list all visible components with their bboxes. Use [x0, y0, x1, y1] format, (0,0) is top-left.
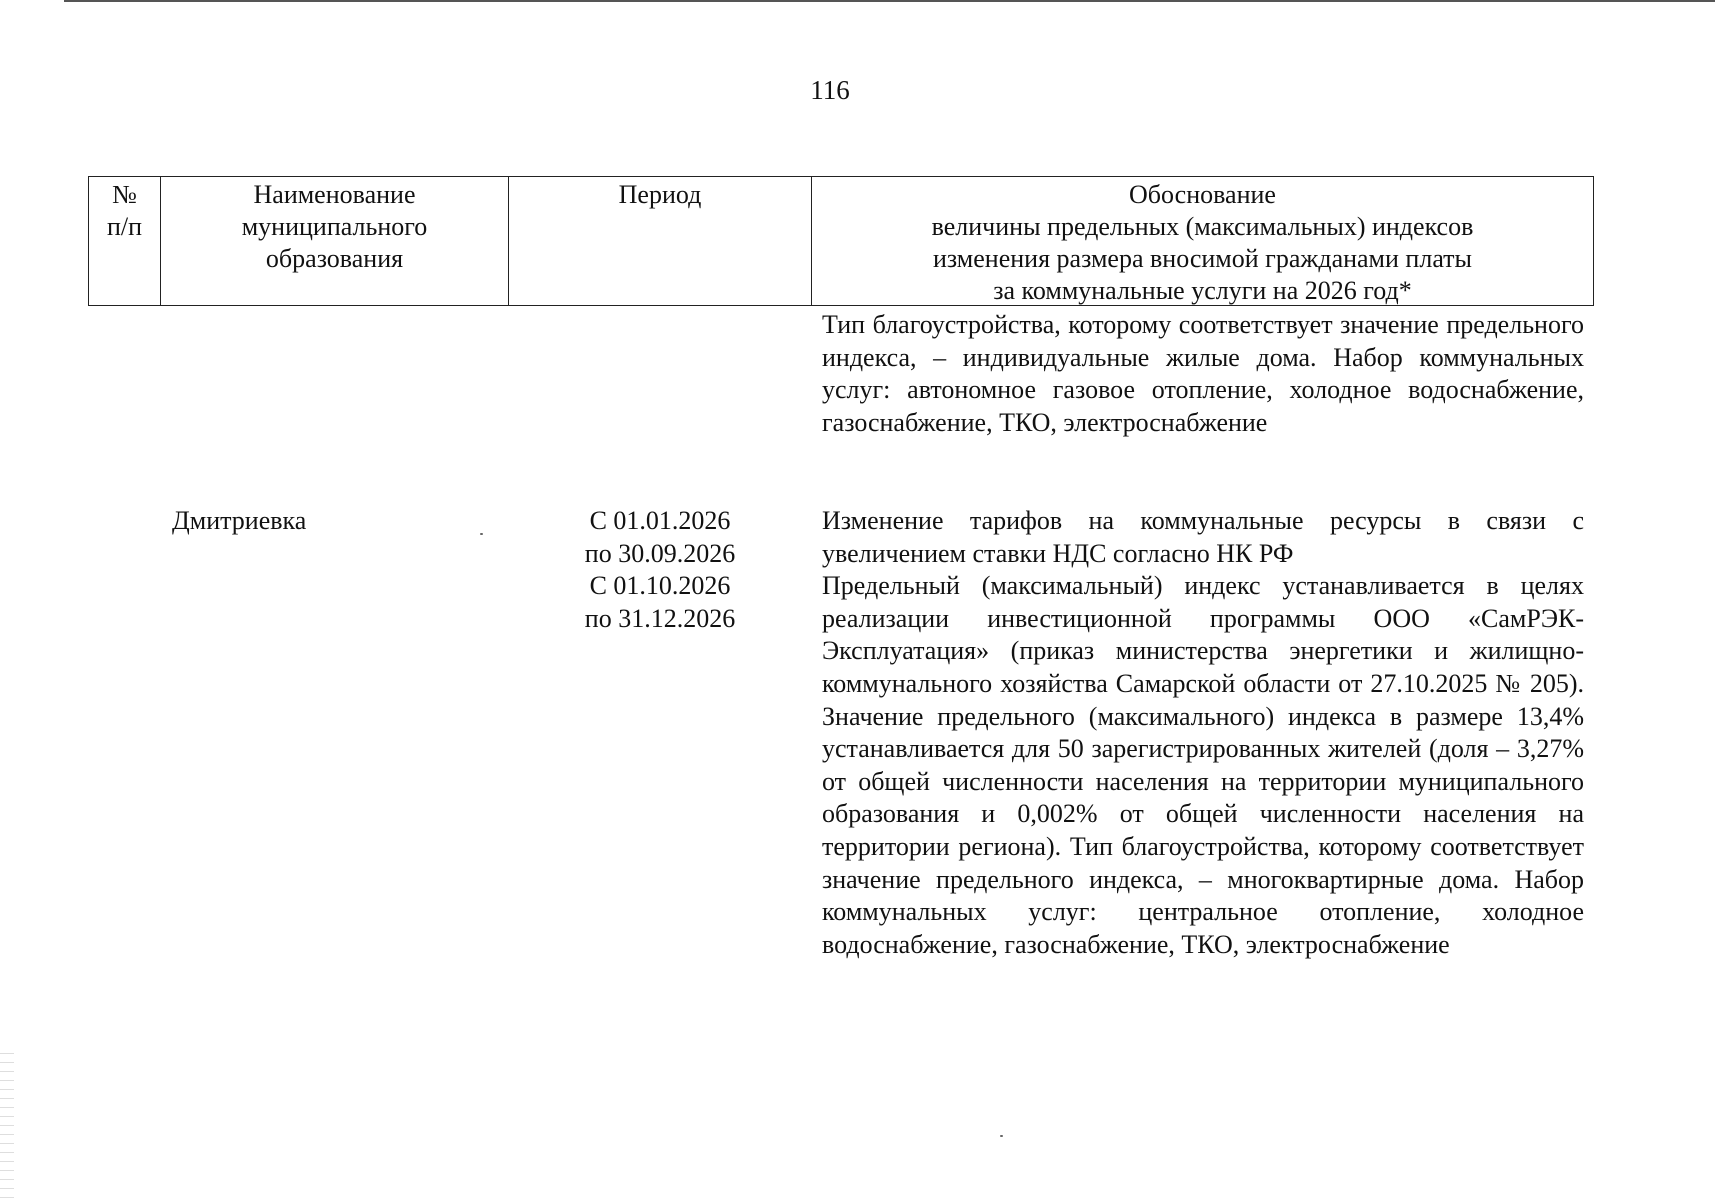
header-text: изменения размера вносимой гражданами платы	[932, 244, 1473, 273]
justification-cell	[822, 505, 1584, 961]
header-text: Наименование	[253, 180, 416, 209]
header-text: Обоснование	[1129, 180, 1276, 209]
top-edge-rule	[64, 0, 1715, 2]
header-text: образования	[265, 244, 404, 273]
continuation-justification	[822, 309, 1584, 439]
header-text: за коммунальные услуги на 2026 год*	[993, 276, 1412, 305]
header-period-column	[509, 177, 812, 305]
header-text: величины предельных (максимальных) индексов	[931, 212, 1474, 241]
justification-paragraph: Изменение тарифов на коммунальные ресурсы в связи с увеличением ставки НДС согласно НК РФ	[822, 506, 1584, 568]
header-text: Период	[618, 180, 702, 209]
header-text: №	[112, 180, 137, 209]
period-line: С 01.10.2026	[589, 571, 731, 601]
scan-speck	[480, 533, 483, 535]
header-text: п/п	[106, 212, 143, 241]
table-header	[88, 176, 1594, 306]
scan-edge-noise	[0, 1050, 14, 1200]
header-text: муниципального	[241, 212, 428, 241]
period-line: С 01.01.2026	[589, 506, 731, 535]
period-line: по 30.09.2026	[584, 538, 736, 568]
header-municipality-column	[161, 177, 509, 305]
scan-speck	[1000, 1135, 1003, 1137]
period-cell	[560, 505, 760, 635]
continuation-text: Тип благоустройства, которому соответствует значение предельного индекса, – индивидуальные жилые дома. Набор коммунальных услуг: автономное газовое отопление, холодное водоснабжение, газоснабжение, ТКО, электроснабжение	[822, 310, 1584, 437]
page-number: 116	[810, 75, 850, 105]
municipality-name: Дмитриевка	[172, 506, 307, 535]
justification-paragraph: Предельный (максимальный) индекс устанавливается в целях реализации инвестиционной программы ООО «СамРЭК-Эксплуатация» (приказ министерства энергетики и жилищно-коммунального хозяйства Самарской области от 27.10.2025 № 205). Значение предельного (максимального) индекса в размере 13,4% устанавливается для 50 зарегистрированных жителей (доля – 3,27% от общей численности населения на территории муниципального образования и 0,002% от общей численности населения на территории региона). Тип благоустройства, которому соответствует значение предельного индекса, – многоквартирные дома. Набор коммунальных услуг: центральное отопление, холодное водоснабжение, газоснабжение, ТКО, электроснабжение	[822, 571, 1584, 959]
header-justification-column	[812, 177, 1593, 305]
period-line: по 31.12.2026	[584, 603, 736, 633]
header-number-column	[89, 177, 161, 305]
